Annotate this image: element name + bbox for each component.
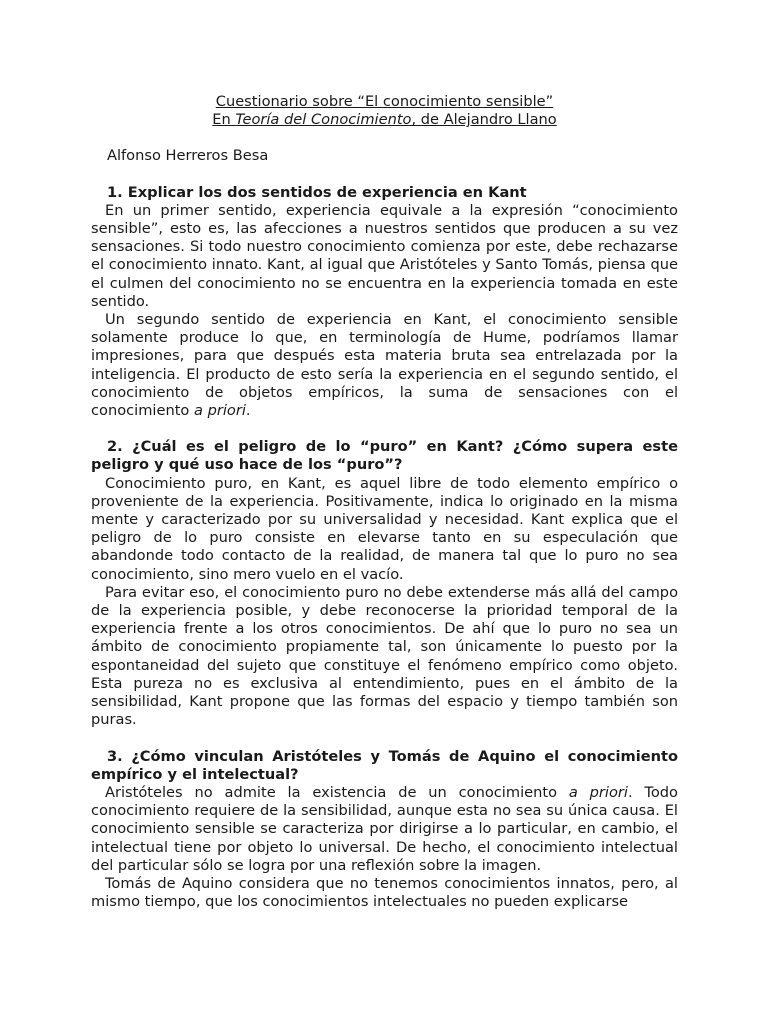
title-prefix: En (212, 111, 236, 129)
q1-p2-text: Un segundo sentido de experiencia en Kant, el conocimiento sensible solamente produce lo que, en terminología de Hume, podríamos llamar impresiones, para que después esta materia bruta sea entrelazada por la inteligencia. El producto de esto sería la experiencia en el segundo sentido, el conocimiento de objetos empíricos, la suma de sensaciones con el conocimiento (91, 311, 678, 420)
q3-p1-emphasis: a priori (568, 783, 628, 801)
question-1-heading: 1. Explicar los dos sentidos de experiencia en Kant (107, 183, 527, 201)
title-line-1: Cuestionario sobre “El conocimiento sensible” (215, 93, 554, 110)
question-1-paragraph-2 (91, 311, 678, 420)
q1-p2-emphasis: a priori (194, 402, 246, 420)
document-title (91, 93, 678, 129)
question-1-paragraph-1: En un primer sentido, experiencia equivale a la expresión “conocimiento sensible”, esto es, las afecciones a nuestros sentidos que producen a su vez sensaciones. Si todo nuestro conocimiento comienza por este, debe rechazarse el conocimiento innato. Kant, al igual que Aristóteles y Santo Tomás, piensa que el culmen del conocimiento no se encuentra en la experiencia tomada en este sentido. (91, 201, 678, 310)
question-3-paragraph-1 (91, 784, 678, 875)
question-3-paragraph-2: Tomás de Aquino considera que no tenemos conocimientos innatos, pero, al mismo tiempo, que los conocimientos intelectuales no pueden explicarse (91, 874, 678, 911)
document-body (91, 93, 678, 911)
q3-p1-text: Aristóteles no admite la existencia de un conocimiento (105, 783, 569, 801)
title-line-2 (91, 111, 678, 129)
q3-p1-end: . Todo conocimiento requiere de la sensibilidad, aunque esta no sea su única causa. El conocimiento sensible se caracteriza por dirigirse a lo particular, en cambio, el intelectual tiene por objeto lo universal. De hecho, el conocimiento intelectual del particular sólo se logra por una reflexión sobre la imagen. (91, 783, 678, 874)
author-name: Alfonso Herreros Besa (107, 147, 269, 165)
question-2-paragraph-1: Conocimiento puro, en Kant, es aquel libre de todo elemento empírico o proveniente de la experiencia. Positivamente, indica lo originado en la misma mente y caracterizado por su universalidad y necesidad. Kant explica que el peligro de lo puro consiste en elevarse tanto en su especulación que abandonde todo contacto de la realidad, de manera tal que lo puro no sea conocimiento, sino mero vuelo en el vacío. (91, 474, 678, 583)
q1-p2-end: . (245, 402, 251, 420)
book-title: Teoría del Conocimiento (235, 111, 412, 129)
title-suffix: , de Alejandro Llano (411, 111, 557, 129)
question-3-heading: 3. ¿Cómo vinculan Aristóteles y Tomás de Aquino el conocimiento empírico y el intelectual? (91, 747, 678, 783)
question-2-paragraph-2: Para evitar eso, el conocimiento puro no debe extenderse más allá del campo de la experiencia posible, y debe reconocerse la prioridad temporal de la experiencia frente a los otros conocimientos. De ahí que lo puro no sea un ámbito de conocimiento propiamente tal, son únicamente lo puesto por la espontaneidad del sujeto que constituye el fenómeno empírico como objeto. Esta pureza no es exclusiva al entendimiento, pues en el ámbito de la sensibilidad, Kant propone que las formas del espacio y tiempo también son puras. (91, 583, 678, 729)
question-2-heading: 2. ¿Cuál es el peligro de lo “puro” en Kant? ¿Cómo supera este peligro y qué uso hace de los “puro”? (91, 438, 678, 474)
